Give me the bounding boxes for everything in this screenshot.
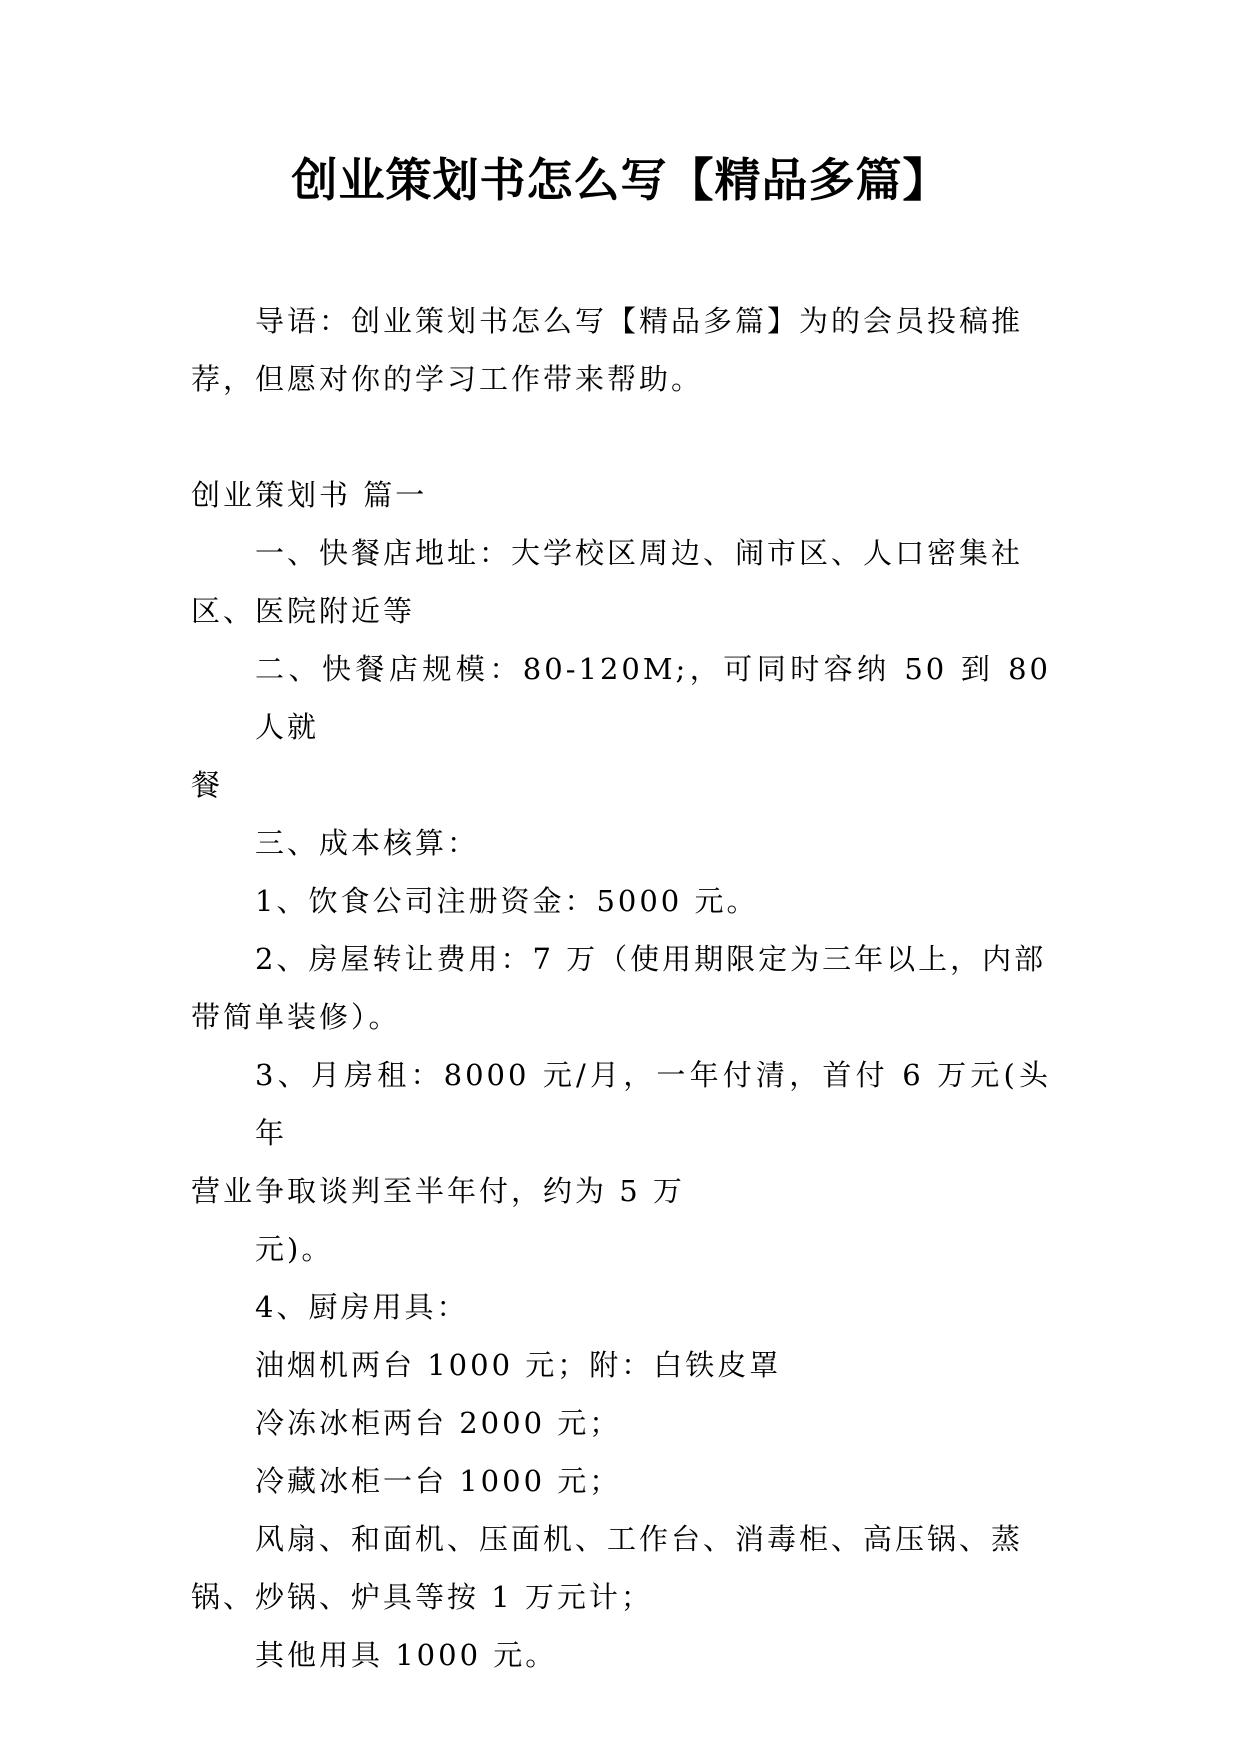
document-body: [191, 292, 1051, 1684]
cost-2-paragraph: [191, 930, 1051, 1046]
item-1-line-1: 一、快餐店地址：大学校区周边、闹市区、人口密集社: [255, 536, 1024, 570]
item-2-paragraph: [191, 640, 1051, 814]
cost-2-line-2: 带简单装修）。: [191, 1000, 401, 1034]
intro-line-2: 荐，但愿对你的学习工作带来帮助。: [191, 362, 704, 396]
cost-1-paragraph: 1、饮食公司注册资金：5000 元。: [255, 884, 759, 918]
item-3-paragraph: 三、成本核算：: [255, 826, 480, 860]
kitchen-item-4-line-2: 锅、炒锅、炉具等按 1 万元计；: [191, 1580, 653, 1614]
cost-2-line-1: 2、房屋转让费用：7 万（使用期限定为三年以上，内部: [255, 942, 1047, 976]
intro-line-1: 导语：创业策划书怎么写【精品多篇】为的会员投稿推: [255, 304, 1024, 338]
cost-4-paragraph: 4、厨房用具：: [255, 1290, 469, 1324]
item-2-line-2: 餐: [191, 768, 224, 802]
kitchen-item-4: [191, 1510, 1051, 1626]
item-1-line-2: 区、医院附近等: [191, 594, 416, 628]
item-2-line-1: 二、快餐店规模：80-120M;，可同时容纳 50 到 80 人就: [255, 652, 1051, 744]
kitchen-item-1: 油烟机两台 1000 元；附：白铁皮罩: [255, 1348, 782, 1382]
item-1-paragraph: [191, 524, 1051, 640]
cost-3-paragraph: [191, 1046, 1051, 1278]
intro-paragraph: [191, 292, 1051, 408]
kitchen-item-4-line-1: 风扇、和面机、压面机、工作台、消毒柜、高压锅、蒸: [255, 1522, 1024, 1556]
kitchen-item-3: 冷藏冰柜一台 1000 元；: [255, 1464, 622, 1498]
cost-3-line-2: 营业争取谈判至半年付，约为 5 万: [191, 1174, 685, 1208]
kitchen-item-2: 冷冻冰柜两台 2000 元；: [255, 1406, 622, 1440]
kitchen-item-5: 其他用具 1000 元。: [255, 1638, 558, 1672]
cost-3-line-1: 3、月房租：8000 元/月，一年付清，首付 6 万元(头年: [255, 1058, 1051, 1150]
section-heading: 创业策划书 篇一: [191, 478, 428, 512]
document-title: 创业策划书怎么写【精品多篇】: [291, 153, 950, 207]
cost-3-line-3: 元)。: [255, 1232, 334, 1266]
